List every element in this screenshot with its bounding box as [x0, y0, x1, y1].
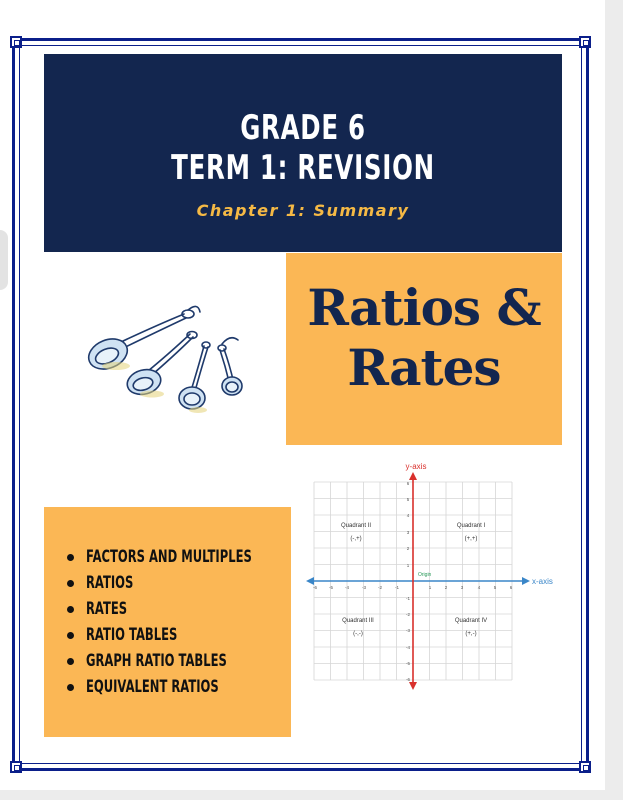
quadrant-4-name: Quadrant IV [454, 618, 488, 624]
list-item: RATIOS [66, 570, 330, 596]
list-item: RATES [66, 596, 330, 622]
grade-title: GRADE 6 [240, 108, 366, 148]
y-tick-label: 6 [406, 481, 410, 486]
quadrant-1-name: Quadrant I [456, 523, 486, 529]
y-axis-arrow-up [409, 472, 417, 480]
quadrant-2-name: Quadrant II [340, 523, 372, 529]
x-tick-label: -3 [361, 585, 367, 590]
y-tick-label: -3 [405, 628, 411, 633]
corner-ornament-bottom-right [579, 761, 591, 773]
x-tick-label: 2 [444, 585, 448, 590]
y-tick-label: -6 [405, 677, 411, 682]
list-item: RATIO TABLES [66, 622, 330, 648]
term-title: TERM 1: REVISION [171, 148, 435, 188]
topic-box [286, 253, 562, 445]
y-tick-label: 1 [406, 563, 410, 568]
origin-label: Origin [418, 572, 432, 578]
list-item: FACTORS AND MULTIPLES [66, 544, 330, 570]
quadrant-2-signs: (-,+) [350, 536, 362, 542]
corner-ornament-bottom-left [10, 761, 22, 773]
topic-title-line2: Rates [347, 338, 501, 397]
y-tick-label: -2 [405, 612, 411, 617]
measuring-spoons-illustration [80, 298, 260, 418]
x-tick-label: -2 [377, 585, 383, 590]
chapter-subtitle: Chapter 1: Summary [196, 201, 410, 220]
x-tick-label: 4 [477, 585, 481, 590]
topics-list [66, 544, 330, 700]
y-tick-label: -5 [405, 661, 411, 666]
list-item: EQUIVALENT RATIOS [66, 674, 330, 700]
x-tick-label: 6 [509, 585, 513, 590]
quadrant-4-signs: (+,-) [465, 631, 477, 637]
x-tick-label: -6 [312, 585, 318, 590]
header-banner [44, 54, 562, 252]
quadrant-1-signs: (+,+) [464, 536, 478, 542]
quadrant-3-name: Quadrant III [342, 618, 374, 624]
x-tick-label: -5 [328, 585, 334, 590]
x-tick-label: 3 [460, 585, 464, 590]
x-tick-label: -4 [344, 585, 350, 590]
page-edge-shadow [0, 230, 8, 290]
list-item: GRAPH RATIO TABLES [66, 648, 330, 674]
y-tick-label: 2 [406, 546, 410, 551]
x-axis-label: x-axis [532, 577, 553, 586]
corner-ornament-top-right [579, 36, 591, 48]
y-tick-label: 4 [406, 513, 410, 518]
x-tick-label: 5 [493, 585, 497, 590]
topic-title-line1: Ratios & [307, 278, 541, 337]
x-tick-label: 1 [428, 585, 432, 590]
x-tick-label: -1 [394, 585, 400, 590]
y-tick-label: -4 [405, 645, 411, 650]
y-tick-label: 5 [406, 497, 410, 502]
y-tick-label: 3 [406, 530, 410, 535]
y-axis-label: y-axis [405, 462, 427, 471]
y-axis-arrow-down [409, 682, 417, 690]
y-tick-label: -1 [405, 596, 411, 601]
quadrant-3-signs: (-,-) [353, 631, 363, 637]
topics-list-box [44, 507, 291, 737]
corner-ornament-top-left [10, 36, 22, 48]
x-axis-arrow-right [522, 577, 530, 585]
